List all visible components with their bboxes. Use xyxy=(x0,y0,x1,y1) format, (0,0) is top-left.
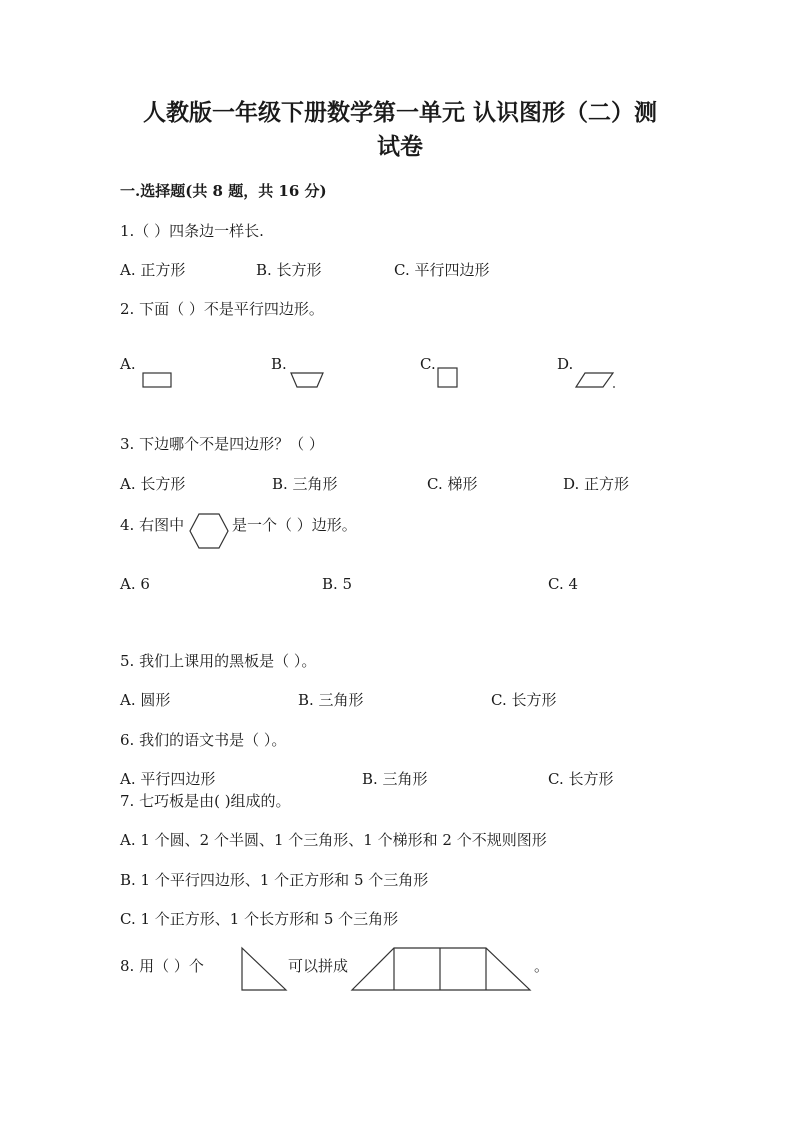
parallelogram-shape xyxy=(576,373,613,387)
question-4-option-a: A. 6 xyxy=(120,575,150,593)
question-7-option-a: A. 1 个圆、2 个半圆、1 个三角形、1 个梯形和 2 个不规则图形 xyxy=(120,831,547,849)
right-triangle-shape xyxy=(242,948,286,990)
question-5-option-b: B. 三角形 xyxy=(298,691,364,709)
question-2-stem: 2. 下面（ ）不是平行四边形。 xyxy=(120,300,324,318)
page-title-line-2: 试卷 xyxy=(377,133,423,160)
composed-trapezoid-figure xyxy=(350,946,532,992)
question-7-stem: 7. 七巧板是由( )组成的。 xyxy=(120,792,291,810)
question-6-stem: 6. 我们的语文书是（ ）。 xyxy=(120,731,287,749)
question-3-stem: 3. 下边哪个不是四边形？（ ） xyxy=(120,435,324,453)
question-1-option-c: C. 平行四边形 xyxy=(394,261,490,279)
question-1-option-a: A. 正方形 xyxy=(120,261,186,279)
question-4-stem-start: 4. 右图中 xyxy=(120,516,185,534)
square-figure xyxy=(437,367,459,389)
question-3-option-d: D. 正方形 xyxy=(563,475,630,493)
trapezoid-shape xyxy=(291,373,323,387)
question-1-option-b: B. 长方形 xyxy=(256,261,322,279)
question-2-option-c: C. xyxy=(420,355,436,373)
question-2-option-d: D. xyxy=(557,355,574,373)
question-7-option-b: B. 1 个平行四边形、1 个正方形和 5 个三角形 xyxy=(120,871,429,889)
question-3-option-b: B. 三角形 xyxy=(272,475,338,493)
question-2-option-b: B. xyxy=(271,355,287,373)
question-3-option-c: C. 梯形 xyxy=(427,475,478,493)
question-1-stem: 1.（ ）四条边一样长. xyxy=(120,222,264,240)
question-3-option-a: A. 长方形 xyxy=(120,475,186,493)
question-8-stem-end: 。 xyxy=(534,957,550,975)
trapezoid-figure xyxy=(290,372,326,388)
question-7-option-c: C. 1 个正方形、1 个长方形和 5 个三角形 xyxy=(120,910,399,928)
parallelogram-figure xyxy=(575,372,617,390)
question-6-option-a: A. 平行四边形 xyxy=(120,770,216,788)
right-triangle-figure xyxy=(240,946,288,992)
question-8-stem-start: 8. 用（ ）个 xyxy=(120,957,204,975)
question-4-option-b: B. 5 xyxy=(322,575,353,593)
question-5-option-c: C. 长方形 xyxy=(491,691,557,709)
hexagon-shape xyxy=(190,514,228,548)
question-8-stem-middle: 可以拼成 xyxy=(288,957,349,975)
question-4-option-c: C. 4 xyxy=(548,575,579,593)
question-2-option-a: A. xyxy=(120,355,136,373)
question-6-option-c: C. 长方形 xyxy=(548,770,614,788)
trapezoid-outline xyxy=(352,948,530,990)
question-4-stem-end: 是一个（ ）边形。 xyxy=(232,516,357,534)
question-6-option-b: B. 三角形 xyxy=(362,770,428,788)
question-5-stem: 5. 我们上课用的黑板是（ ）。 xyxy=(120,652,317,670)
hexagon-figure xyxy=(188,512,230,550)
square-shape xyxy=(438,368,457,387)
rectangle-shape xyxy=(143,373,171,387)
question-5-option-a: A. 圆形 xyxy=(120,691,171,709)
section-heading-choice: 一.选择题(共 8 题，共 16 分) xyxy=(120,182,327,200)
rectangle-figure xyxy=(142,372,172,388)
page-title-line-1: 人教版一年级下册数学第一单元 认识图形（二）测 xyxy=(142,99,657,126)
